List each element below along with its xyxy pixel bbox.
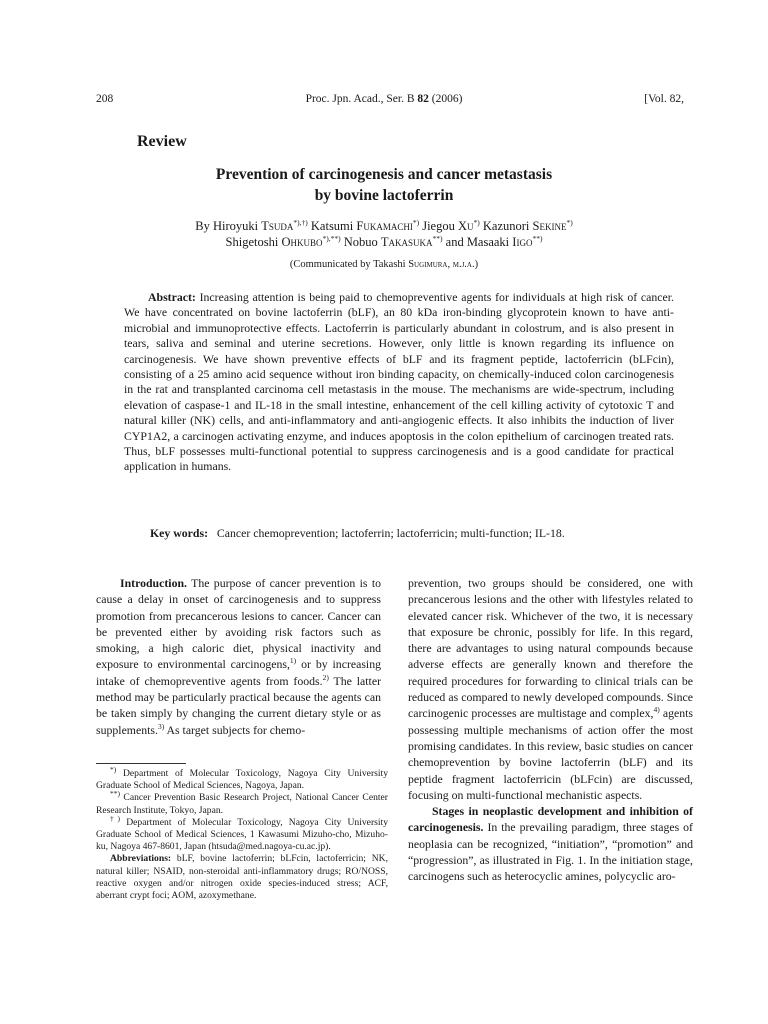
- communicated-by: [0, 259, 768, 270]
- author-takasuka: Takasuka: [380, 235, 433, 249]
- keywords-text: Cancer chemoprevention; lactoferrin; lactoferricin; multi-function; IL-18.: [216, 526, 565, 540]
- footnote-text: Department of Molecular Toxicology, Nagoya City University Graduate School of Medical Sciences, Nagoya, Japan.: [96, 768, 388, 792]
- affiliation-mark: *): [566, 217, 573, 227]
- author-line-1: [0, 218, 768, 234]
- footnote: [96, 764, 388, 792]
- intro-text: or by increasing intake of chemopreventive agents from foods.: [96, 657, 382, 688]
- abbreviations: [96, 853, 388, 902]
- author-by: By Hiroyuki: [195, 219, 262, 233]
- keywords: [150, 526, 565, 541]
- footnote: [96, 789, 388, 816]
- author-given: Katsumi: [307, 219, 357, 233]
- affiliation-mark: *): [412, 217, 420, 227]
- author-iigo: Iigo: [512, 235, 533, 249]
- paper-title: [0, 164, 768, 206]
- author-given: and Masaaki: [442, 235, 513, 249]
- abbreviations-label: Abbreviations:: [110, 853, 172, 865]
- body-column-right: [408, 575, 693, 885]
- abstract-label: Abstract:: [148, 290, 196, 304]
- journal-prefix: Proc. Jpn. Acad., Ser. B: [305, 93, 418, 105]
- abstract-text: Increasing attention is being paid to chemopreventive agents for individuals at high risk of cancer. We have concentrated on bovine lactoferrin (bLF), an 80 kDa iron-binding glycoprotein known to have anti-microbial and immunoprotective effects. Lactoferrin is particularly abundant in colostrum, and is also present in tears, saliva and seminal and uterine secretions. However, only little is known regarding its influence on carcinogenesis. We have shown preventive effects of bLF and its fragment peptide, lactoferricin (bLFcin), consisting of a 25 amino acid sequence without iron binding capacity, on chemically-induced colon carcinogenesis in the rat and transplanted carcinoma cell metastasis in the mouse. The mechanisms are wide-spectrum, including elevation of caspase-1 and IL-18 in the small intestine, enhancement of the cell killing activity of cytotoxic T and natural killer (NK) cells, and anti-inflammatory and anti-angiogenic effects. It also inhibits the induction of liver CYP1A2, a carcinogen activating enzyme, and induces apoptosis in the colon epithelium of carcinogen treated rats. Thus, bLF possesses multi-functional potential to suppress carcinogenesis and is a good candidate for practical application in humans.: [124, 290, 675, 474]
- reference-mark: 4): [653, 705, 660, 715]
- author-sekine: Sekine: [532, 219, 567, 233]
- affiliation-mark: *),**): [322, 233, 341, 243]
- author-line-2: [0, 234, 768, 250]
- footnote-text: Department of Molecular Toxicology, Nagoya City University Graduate School of Medical Sciences, 1 Kawasumi Mizuho-cho, Mizuho-ku, Nagoya 467-8601, Japan (htsuda@med.nagoya-cu.ac.jp).: [96, 816, 389, 853]
- intro-text: The purpose of cancer prevention is to cause a delay in onset of carcinogenesis and to suppress promotion from precancerous lesions to cancer. Cancer can be prevented either by avoiding risk factors such as smoking, a high caloric diet, physical inactivity and exposure to environmental carcinogens,: [96, 576, 381, 672]
- author-given: Jiegou: [419, 219, 458, 233]
- body-paragraph: [408, 575, 693, 803]
- footnote-mark: *): [110, 764, 117, 774]
- body-text: prevention, two groups should be considered, one with precancerous lesions and the other with lifestyles related to elevated cancer risk. Whichever of the two, it is necessary that exposure be chronic, possibly for life. In this regard, there are advantages to using natural compounds because adverse effects are generally known and therefore the required procedures for forwarding to clinical trials can be reduced as compared to newly developed compounds. Since carcinogenic processes are multistage and complex,: [408, 576, 693, 721]
- abbreviations-text: bLF, bovine lactoferrin; bLFcin, lactoferricin; NK, natural killer; NSAID, non-steroidal anti-inflammatory drugs; RO/NOSS, reactive oxygen and/or nitrogen oxide species-induced stress; ACF, aberrant crypt foci; AOM, azoxymethane.: [96, 853, 388, 902]
- journal-volume: 82: [417, 93, 429, 105]
- body-text: agents possessing multiple mechanisms of action offer the most promising candidates. In this review, basic studies on cancer chemoprevention by bovine lactoferrin (bLF) and its peptide fragment lactoferricin (bLFcin) are discussed, focusing on multi-functional mechanistic aspects.: [408, 706, 694, 802]
- affiliation-mark: **): [532, 233, 543, 243]
- author-given: Nobuo: [340, 235, 381, 249]
- page-number: 208: [96, 93, 114, 105]
- footnote-mark: †): [110, 813, 121, 823]
- author-fukamachi: Fukamachi: [356, 219, 413, 233]
- abstract: [124, 290, 674, 475]
- communicated-suffix: ): [474, 259, 479, 270]
- affiliation-mark: **): [432, 233, 443, 243]
- intro-text: The latter method may be particularly practical because the agents can be taken simply by changing the current dietary style or as supplements.: [96, 673, 381, 737]
- communicated-prefix: (Communicated by Takashi: [289, 259, 409, 270]
- keywords-label: Key words:: [150, 526, 208, 540]
- journal-year: (2006): [428, 93, 463, 105]
- author-xu: Xu: [457, 219, 474, 233]
- author-tsuda: Tsuda: [261, 219, 294, 233]
- intro-text: As target subjects for chemo-: [164, 722, 306, 737]
- body-column-left: [96, 575, 381, 738]
- author-ohkubo: Ohkubo: [281, 235, 323, 249]
- volume-label: [Vol. 82,: [644, 93, 684, 105]
- communicator-name: Sugimura, m.j.a.: [408, 259, 475, 270]
- footnote-text: Cancer Prevention Basic Research Project, National Cancer Center Research Institute, Tokyo, Japan.: [96, 792, 388, 816]
- footnotes: [96, 764, 389, 902]
- affiliation-mark: *),†): [293, 217, 308, 227]
- reference-mark: 3): [157, 721, 165, 731]
- stages-heading: Stages in neoplastic development and inhibition of carcinogenesis.: [408, 804, 693, 835]
- introduction-heading: Introduction.: [120, 576, 187, 590]
- stages-paragraph: [408, 803, 693, 884]
- footnote: [96, 813, 389, 854]
- section-label: Review: [137, 133, 187, 150]
- body-text: In the prevailing paradigm, three stages of neoplasia can be recognized, “initiation”, “promotion” and “progression”, as illustrated in Fig. 1. In the initiation stage, carcinogens such as heterocyclic amines, polycyclic aro-: [408, 820, 693, 884]
- author-given: Kazunori: [479, 219, 533, 233]
- footnote-mark: **): [110, 789, 120, 799]
- reference-mark: 2): [322, 672, 329, 682]
- introduction-paragraph: [96, 575, 381, 738]
- title-line-1: Prevention of carcinogenesis and cancer metastasis: [215, 166, 553, 183]
- author-list: [0, 218, 768, 250]
- affiliation-mark: *): [473, 217, 480, 227]
- title-line-2: by bovine lactoferrin: [314, 187, 454, 204]
- reference-mark: 1): [289, 656, 297, 666]
- author-given: Shigetoshi: [225, 235, 282, 249]
